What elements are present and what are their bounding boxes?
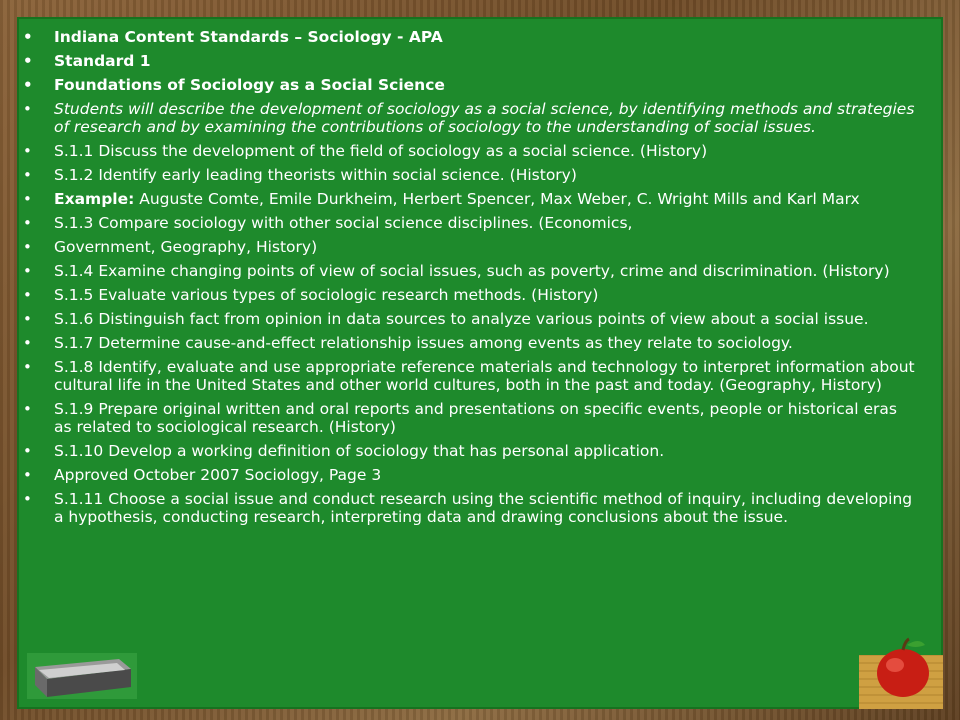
- item-text: S.1.5 Evaluate various types of sociologic research methods. (History): [54, 286, 599, 304]
- list-item: [17, 52, 917, 70]
- list-item: [17, 334, 917, 352]
- item-lead: Example:: [54, 190, 135, 208]
- item-text: Foundations of Sociology as a Social Science: [54, 76, 445, 94]
- list-item: [17, 262, 917, 280]
- list-item: [17, 142, 917, 160]
- list-item: [17, 400, 917, 436]
- item-text: Auguste Comte, Emile Durkheim, Herbert Spencer, Max Weber, C. Wright Mills and Karl Marx: [134, 190, 860, 208]
- item-text: S.1.10 Develop a working definition of sociology that has personal application.: [54, 442, 665, 460]
- list-item: [17, 238, 917, 256]
- list-item: [17, 28, 917, 46]
- list-item: [17, 466, 917, 484]
- list-item: [17, 100, 917, 136]
- item-text: Indiana Content Standards – Sociology - APA: [54, 28, 443, 46]
- item-text: Standard 1: [54, 52, 151, 70]
- list-item: [17, 166, 917, 184]
- list-item: [17, 490, 917, 526]
- item-text: Government, Geography, History): [54, 238, 318, 256]
- book-icon: [27, 653, 137, 699]
- item-text: S.1.11 Choose a social issue and conduct research using the scientific method of inquiry, including developing a hypothesis, conducting research, interpreting data and drawing conclusions about the issue.: [54, 490, 913, 526]
- list-item: [17, 358, 917, 394]
- list-item: [17, 310, 917, 328]
- item-text: S.1.6 Distinguish fact from opinion in data sources to analyze various points of view about a social issue.: [54, 310, 869, 328]
- item-text: Approved October 2007 Sociology, Page 3: [54, 466, 382, 484]
- list-item: [17, 214, 917, 232]
- list-item: [17, 442, 917, 460]
- item-text: S.1.1 Discuss the development of the field of sociology as a social science. (History): [54, 142, 708, 160]
- item-text: S.1.9 Prepare original written and oral reports and presentations on specific events, people or historical eras as related to sociological research. (History): [54, 400, 897, 436]
- item-text: S.1.4 Examine changing points of view of social issues, such as poverty, crime and discrimination. (History): [54, 262, 890, 280]
- list-item: [17, 190, 917, 208]
- chalkboard: [17, 17, 943, 709]
- item-text: S.1.3 Compare sociology with other social science disciplines. (Economics,: [54, 214, 633, 232]
- item-text: S.1.2 Identify early leading theorists within social science. (History): [54, 166, 577, 184]
- item-text: S.1.8 Identify, evaluate and use appropriate reference materials and technology to interpret information about cultural life in the United States and other world cultures, both in the past and today. (Geography, History): [54, 358, 915, 394]
- list-item: [17, 76, 917, 94]
- apple-icon: [859, 635, 943, 709]
- item-text: Students will describe the development of sociology as a social science, by identifying methods and strategies of research and by examining the contributions of sociology to the understanding of social issues.: [54, 100, 915, 136]
- list-item: [17, 286, 917, 304]
- item-text: S.1.7 Determine cause-and-effect relationship issues among events as they relate to sociology.: [54, 334, 793, 352]
- standards-list: [17, 28, 917, 532]
